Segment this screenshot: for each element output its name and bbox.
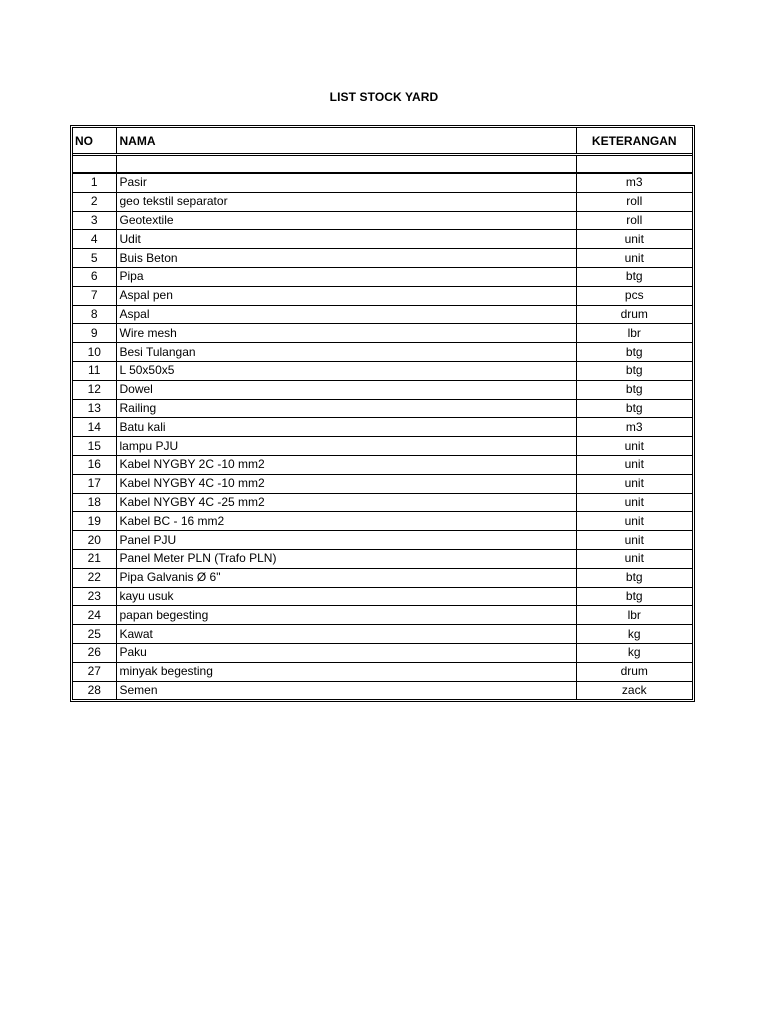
table-row: [73, 380, 692, 399]
spacer-cell: [73, 155, 116, 174]
item-unit: unit: [576, 493, 692, 512]
table-row: [73, 474, 692, 493]
item-unit: drum: [576, 305, 692, 324]
item-unit: kg: [576, 625, 692, 644]
spacer-cell: [116, 155, 576, 174]
table-row: [73, 230, 692, 249]
table-row: [73, 531, 692, 550]
header-no: NO: [73, 128, 116, 155]
row-number: 10: [73, 343, 116, 362]
item-name: papan begesting: [116, 606, 576, 625]
header-nama: NAMA: [116, 128, 576, 155]
table-row: [73, 418, 692, 437]
item-unit: unit: [576, 512, 692, 531]
row-number: 3: [73, 211, 116, 230]
row-number: 26: [73, 643, 116, 662]
row-number: 21: [73, 549, 116, 568]
table-row: [73, 437, 692, 456]
item-unit: btg: [576, 361, 692, 380]
table-row: [73, 662, 692, 681]
table-row: [73, 643, 692, 662]
item-name: Dowel: [116, 380, 576, 399]
item-unit: m3: [576, 173, 692, 192]
item-name: Panel Meter PLN (Trafo PLN): [116, 549, 576, 568]
item-unit: unit: [576, 437, 692, 456]
item-unit: unit: [576, 531, 692, 550]
row-number: 18: [73, 493, 116, 512]
table-row: [73, 455, 692, 474]
item-name: Batu kali: [116, 418, 576, 437]
table-row: [73, 493, 692, 512]
table-row: [73, 173, 692, 192]
item-unit: lbr: [576, 606, 692, 625]
table-row: [73, 587, 692, 606]
row-number: 6: [73, 267, 116, 286]
table-row: [73, 549, 692, 568]
row-number: 15: [73, 437, 116, 456]
table-body: [73, 155, 692, 700]
item-name: Pasir: [116, 173, 576, 192]
item-name: Kawat: [116, 625, 576, 644]
row-number: 25: [73, 625, 116, 644]
row-number: 9: [73, 324, 116, 343]
row-number: 7: [73, 286, 116, 305]
item-name: kayu usuk: [116, 587, 576, 606]
item-name: minyak begesting: [116, 662, 576, 681]
page-title: LIST STOCK YARD: [329, 90, 439, 104]
item-name: Pipa: [116, 267, 576, 286]
item-name: Udit: [116, 230, 576, 249]
item-unit: pcs: [576, 286, 692, 305]
item-unit: roll: [576, 192, 692, 211]
item-name: geo tekstil separator: [116, 192, 576, 211]
row-number: 22: [73, 568, 116, 587]
table-row: [73, 568, 692, 587]
item-unit: unit: [576, 230, 692, 249]
header-keterangan: KETERANGAN: [576, 128, 692, 155]
table-row: [73, 361, 692, 380]
item-unit: lbr: [576, 324, 692, 343]
item-name: Paku: [116, 643, 576, 662]
item-name: Pipa Galvanis Ø 6": [116, 568, 576, 587]
item-name: Aspal pen: [116, 286, 576, 305]
item-unit: unit: [576, 455, 692, 474]
item-name: Panel PJU: [116, 531, 576, 550]
item-unit: btg: [576, 267, 692, 286]
item-name: Geotextile: [116, 211, 576, 230]
item-name: Besi Tulangan: [116, 343, 576, 362]
spacer-cell: [576, 155, 692, 174]
item-name: Wire mesh: [116, 324, 576, 343]
table-row: [73, 681, 692, 699]
item-name: Aspal: [116, 305, 576, 324]
row-number: 11: [73, 361, 116, 380]
row-number: 23: [73, 587, 116, 606]
item-unit: btg: [576, 399, 692, 418]
table-row: [73, 192, 692, 211]
item-unit: kg: [576, 643, 692, 662]
item-unit: btg: [576, 587, 692, 606]
table-header-row: [73, 128, 692, 155]
item-name: Kabel NYGBY 2C -10 mm2: [116, 455, 576, 474]
stock-table-container: [70, 125, 695, 702]
row-number: 8: [73, 305, 116, 324]
item-name: lampu PJU: [116, 437, 576, 456]
row-number: 13: [73, 399, 116, 418]
item-unit: drum: [576, 662, 692, 681]
table-row: [73, 399, 692, 418]
item-unit: roll: [576, 211, 692, 230]
table-row: [73, 211, 692, 230]
item-unit: btg: [576, 343, 692, 362]
table-row: [73, 606, 692, 625]
row-number: 27: [73, 662, 116, 681]
table-row: [73, 625, 692, 644]
row-number: 24: [73, 606, 116, 625]
item-name: L 50x50x5: [116, 361, 576, 380]
row-number: 20: [73, 531, 116, 550]
item-name: Kabel NYGBY 4C -25 mm2: [116, 493, 576, 512]
table-row: [73, 267, 692, 286]
row-number: 2: [73, 192, 116, 211]
item-name: Kabel BC - 16 mm2: [116, 512, 576, 531]
row-number: 5: [73, 249, 116, 268]
item-unit: unit: [576, 474, 692, 493]
item-name: Kabel NYGBY 4C -10 mm2: [116, 474, 576, 493]
table-row: [73, 512, 692, 531]
stock-table: [73, 128, 692, 699]
item-unit: zack: [576, 681, 692, 699]
item-unit: btg: [576, 568, 692, 587]
item-name: Semen: [116, 681, 576, 699]
item-name: Buis Beton: [116, 249, 576, 268]
table-row: [73, 249, 692, 268]
row-number: 14: [73, 418, 116, 437]
table-row: [73, 324, 692, 343]
row-number: 1: [73, 173, 116, 192]
row-number: 12: [73, 380, 116, 399]
row-number: 28: [73, 681, 116, 699]
table-row: [73, 286, 692, 305]
item-unit: unit: [576, 549, 692, 568]
row-number: 19: [73, 512, 116, 531]
row-number: 4: [73, 230, 116, 249]
item-name: Railing: [116, 399, 576, 418]
row-number: 17: [73, 474, 116, 493]
item-unit: unit: [576, 249, 692, 268]
row-number: 16: [73, 455, 116, 474]
table-row: [73, 343, 692, 362]
item-unit: m3: [576, 418, 692, 437]
table-spacer-row: [73, 155, 692, 174]
item-unit: btg: [576, 380, 692, 399]
table-row: [73, 305, 692, 324]
